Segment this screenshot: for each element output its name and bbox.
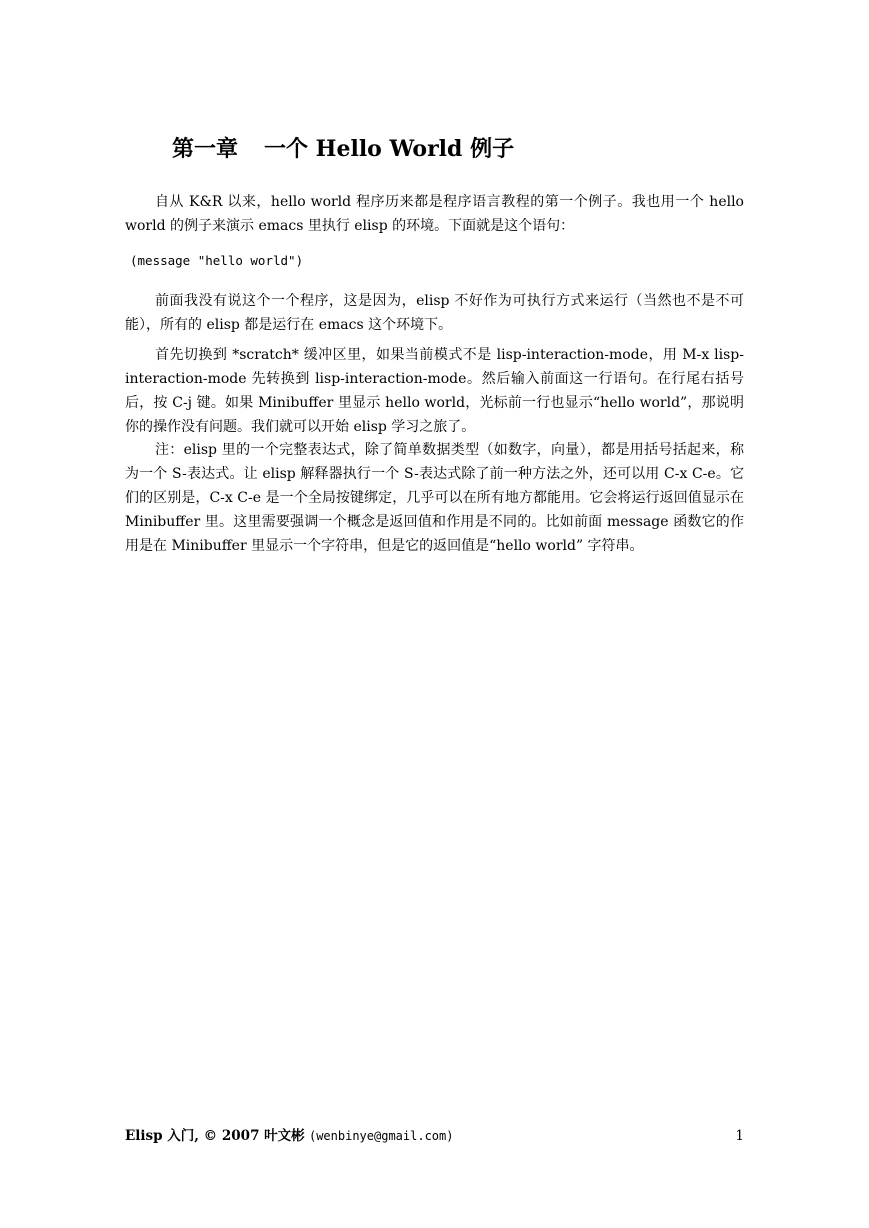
paragraph-note: 注：elisp 里的一个完整表达式，除了简单数据类型（如数字，向量），都是用括号括起来，称为一个 S-表达式。让 elisp 解释器执行一个 S-表达式除了前一种方法之外，还可以用 C-x C-e。它们的区别是，C-x C-e 是一个全局按键绑定，几乎可以在所有地方都能用。它会将运行返回值显示在 Minibuffer 里。这里需要强调一个概念是返回值和作用是不同的。比如前面 message 函数它的作用是在 Minibuffer 里显示一个字符串，但是它的返回值是“hello world” 字符串。 [125,442,744,554]
page-footer [125,1126,453,1146]
footer-title: Elisp 入门, © 2007 叶文彬 [125,1128,305,1144]
footer-email: (wenbinye@gmail.com) [308,1129,454,1143]
paragraph-environment: 前面我没有说这个一个程序，这是因为，elisp 不好作为可执行方式来运行（当然也不是不可能），所有的 elisp 都是运行在 emacs 这个环境下。 [125,293,744,333]
chapter-heading [172,132,514,166]
paragraph-instructions: 首先切换到 *scratch* 缓冲区里，如果当前模式不是 lisp-interaction-mode，用 M-x lisp-interaction-mode 先转换到 lisp-interaction-mode。然后输入前面这一行语句。在行尾右括号后，按 C-j 键。如果 Minibuffer 里显示 hello world，光标前一行也显示“hello world”，那说明你的操作没有问题。我们就可以开始 elisp 学习之旅了。 [125,347,744,435]
page-number: 1 [735,1128,744,1144]
paragraph-intro: 自从 K&R 以来，hello world 程序历来都是程序语言教程的第一个例子。我也用一个 hello world 的例子来演示 emacs 里执行 elisp 的环境。下面就是这个语句： [125,194,744,234]
code-snippet: (message "hello world") [130,253,304,268]
chapter-title: 一个 Hello World 例子 [264,136,515,162]
chapter-label: 第一章 [172,136,239,162]
